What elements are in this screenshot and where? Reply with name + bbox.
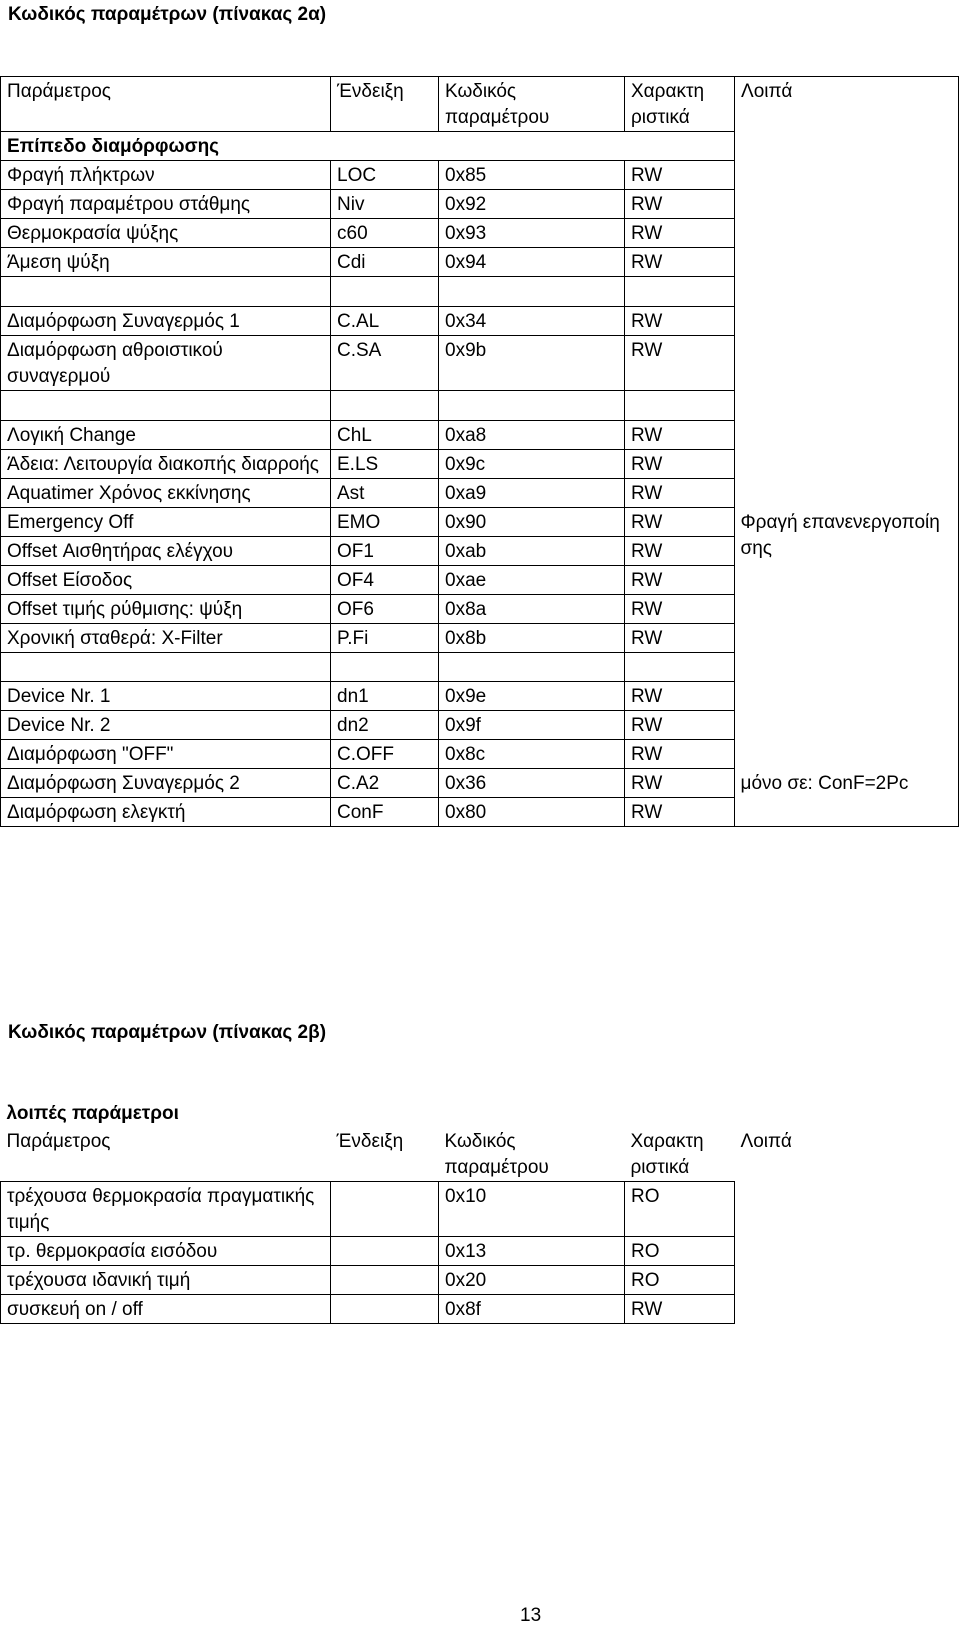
attr-cell: RW <box>625 336 735 391</box>
table-row <box>1 1182 855 1237</box>
display-cell: dn1 <box>331 682 439 711</box>
note-cell: Φραγή επανενεργοποίη σης <box>741 510 953 562</box>
param-cell: Offset Αισθητήρας ελέγχου <box>1 537 331 566</box>
display-cell: EMO <box>331 508 439 537</box>
attr-cell: RW <box>625 248 735 277</box>
header-display: Ένδειξη <box>331 77 439 132</box>
attr-cell: RW <box>625 161 735 190</box>
code-cell: 0x80 <box>439 798 625 827</box>
display-cell: C.OFF <box>331 740 439 769</box>
param-cell: Offset Είσοδος <box>1 566 331 595</box>
code-cell: 0xab <box>439 537 625 566</box>
code-cell: 0x92 <box>439 190 625 219</box>
other-params-heading: λοιπές παράμετροι <box>6 1103 179 1124</box>
code-cell: 0x34 <box>439 307 625 336</box>
param-cell: Χρονική σταθερά: X-Filter <box>1 624 331 653</box>
attr-cell: RW <box>625 682 735 711</box>
display-cell: C.AL <box>331 307 439 336</box>
attr-cell: RW <box>625 566 735 595</box>
header-display: Ένδειξη <box>336 1131 404 1152</box>
param-cell: τρέχουσα ιδανική τιμή <box>1 1266 331 1295</box>
code-cell: 0xa9 <box>439 479 625 508</box>
code-cell: 0x8c <box>439 740 625 769</box>
param-cell: τρέχουσα θερμοκρασία πραγματικής τιμής <box>1 1182 331 1237</box>
code-cell: 0x8b <box>439 624 625 653</box>
display-cell: C.SA <box>331 336 439 391</box>
display-cell: OF1 <box>331 537 439 566</box>
param-cell: Διαμόρφωση ελεγκτή <box>1 798 331 827</box>
param-cell: συσκευή on / off <box>1 1295 331 1324</box>
attr-cell: RO <box>625 1182 735 1237</box>
code-cell: 0x90 <box>439 508 625 537</box>
param-cell: Offset τιμής ρύθμισης: ψύξη <box>1 595 331 624</box>
header-param: Παράμετρος <box>6 1131 111 1152</box>
param-cell: Φραγή παραμέτρου στάθμης <box>1 190 331 219</box>
code-cell: 0x20 <box>439 1266 625 1295</box>
code-cell: 0x9e <box>439 682 625 711</box>
attr-cell: RW <box>625 1295 735 1324</box>
code-cell: 0x9c <box>439 450 625 479</box>
config-level-heading: Επίπεδο διαμόρφωσης <box>1 132 735 161</box>
display-cell: Niv <box>331 190 439 219</box>
param-cell: τρ. θερμοκρασία εισόδου <box>1 1237 331 1266</box>
param-cell: Φραγή πλήκτρων <box>1 161 331 190</box>
attr-cell: RW <box>625 769 735 798</box>
display-cell: OF4 <box>331 566 439 595</box>
attr-cell: RW <box>625 595 735 624</box>
code-cell: 0x93 <box>439 219 625 248</box>
display-cell <box>331 1237 439 1266</box>
header-code: Κωδικός παραμέτρου <box>444 1131 549 1178</box>
display-cell <box>331 1295 439 1324</box>
param-cell: Θερμοκρασία ψύξης <box>1 219 331 248</box>
attr-cell: RW <box>625 508 735 537</box>
table-header-row <box>1 77 959 132</box>
attr-cell: RW <box>625 479 735 508</box>
subheading-row <box>1 1099 855 1127</box>
display-cell <box>331 1182 439 1237</box>
display-cell: ChL <box>331 421 439 450</box>
code-cell: 0xa8 <box>439 421 625 450</box>
code-cell: 0xae <box>439 566 625 595</box>
page-number: 13 <box>520 1605 542 1626</box>
display-cell: OF6 <box>331 595 439 624</box>
param-cell: Διαμόρφωση αθροιστικού συναγερμού <box>1 336 331 391</box>
attr-cell: RW <box>625 798 735 827</box>
param-cell: Άδεια: Λειτουργία διακοπής διαρροής <box>1 450 331 479</box>
display-cell <box>331 1266 439 1295</box>
table-header-row <box>1 1127 855 1182</box>
display-cell: LOC <box>331 161 439 190</box>
attr-cell: RW <box>625 450 735 479</box>
table-row <box>1 1295 855 1324</box>
attr-cell: RW <box>625 711 735 740</box>
attr-cell: RO <box>625 1266 735 1295</box>
param-cell: Λογική Change <box>1 421 331 450</box>
code-cell: 0x9f <box>439 711 625 740</box>
attr-cell: RO <box>625 1237 735 1266</box>
param-cell: Aquatimer Χρόνος εκκίνησης <box>1 479 331 508</box>
code-cell: 0x9b <box>439 336 625 391</box>
code-cell: 0x85 <box>439 161 625 190</box>
parameter-table-2a <box>0 76 959 827</box>
header-code: Κωδικός παραμέτρου <box>439 77 625 132</box>
param-cell: Device Nr. 1 <box>1 682 331 711</box>
table-row <box>1 1266 855 1295</box>
code-cell: 0x94 <box>439 248 625 277</box>
attr-cell: RW <box>625 537 735 566</box>
param-cell: Emergency Off <box>1 508 331 537</box>
code-cell: 0x10 <box>439 1182 625 1237</box>
header-attr: Χαρακτη ριστικά <box>625 77 735 132</box>
attr-cell: RW <box>625 421 735 450</box>
header-attr: Χαρακτη ριστικά <box>630 1131 704 1178</box>
display-cell: c60 <box>331 219 439 248</box>
note-cell: μόνο σε: ConF=2Pc <box>741 771 953 797</box>
code-cell: 0x8a <box>439 595 625 624</box>
display-cell: ConF <box>331 798 439 827</box>
param-cell: Άμεση ψύξη <box>1 248 331 277</box>
param-cell: Διαμόρφωση Συναγερμός 2 <box>1 769 331 798</box>
code-cell: 0x8f <box>439 1295 625 1324</box>
display-cell: C.A2 <box>331 769 439 798</box>
param-cell: Device Nr. 2 <box>1 711 331 740</box>
code-cell: 0x36 <box>439 769 625 798</box>
display-cell: P.Fi <box>331 624 439 653</box>
table-2b-title: Κωδικός παραμέτρων (πίνακας 2β) <box>8 1022 327 1043</box>
param-cell: Διαμόρφωση "OFF" <box>1 740 331 769</box>
display-cell: Ast <box>331 479 439 508</box>
display-cell: dn2 <box>331 711 439 740</box>
code-cell: 0x13 <box>439 1237 625 1266</box>
attr-cell: RW <box>625 190 735 219</box>
header-other: Λοιπά <box>735 77 959 827</box>
display-cell: E.LS <box>331 450 439 479</box>
table-2a-title: Κωδικός παραμέτρων (πίνακας 2α) <box>8 4 327 25</box>
attr-cell: RW <box>625 307 735 336</box>
header-other: Λοιπά <box>740 1131 792 1152</box>
display-cell: Cdi <box>331 248 439 277</box>
table-row <box>1 1237 855 1266</box>
param-cell: Διαμόρφωση Συναγερμός 1 <box>1 307 331 336</box>
parameter-table-2b <box>0 1099 855 1324</box>
header-param: Παράμετρος <box>1 77 331 132</box>
attr-cell: RW <box>625 219 735 248</box>
attr-cell: RW <box>625 740 735 769</box>
attr-cell: RW <box>625 624 735 653</box>
